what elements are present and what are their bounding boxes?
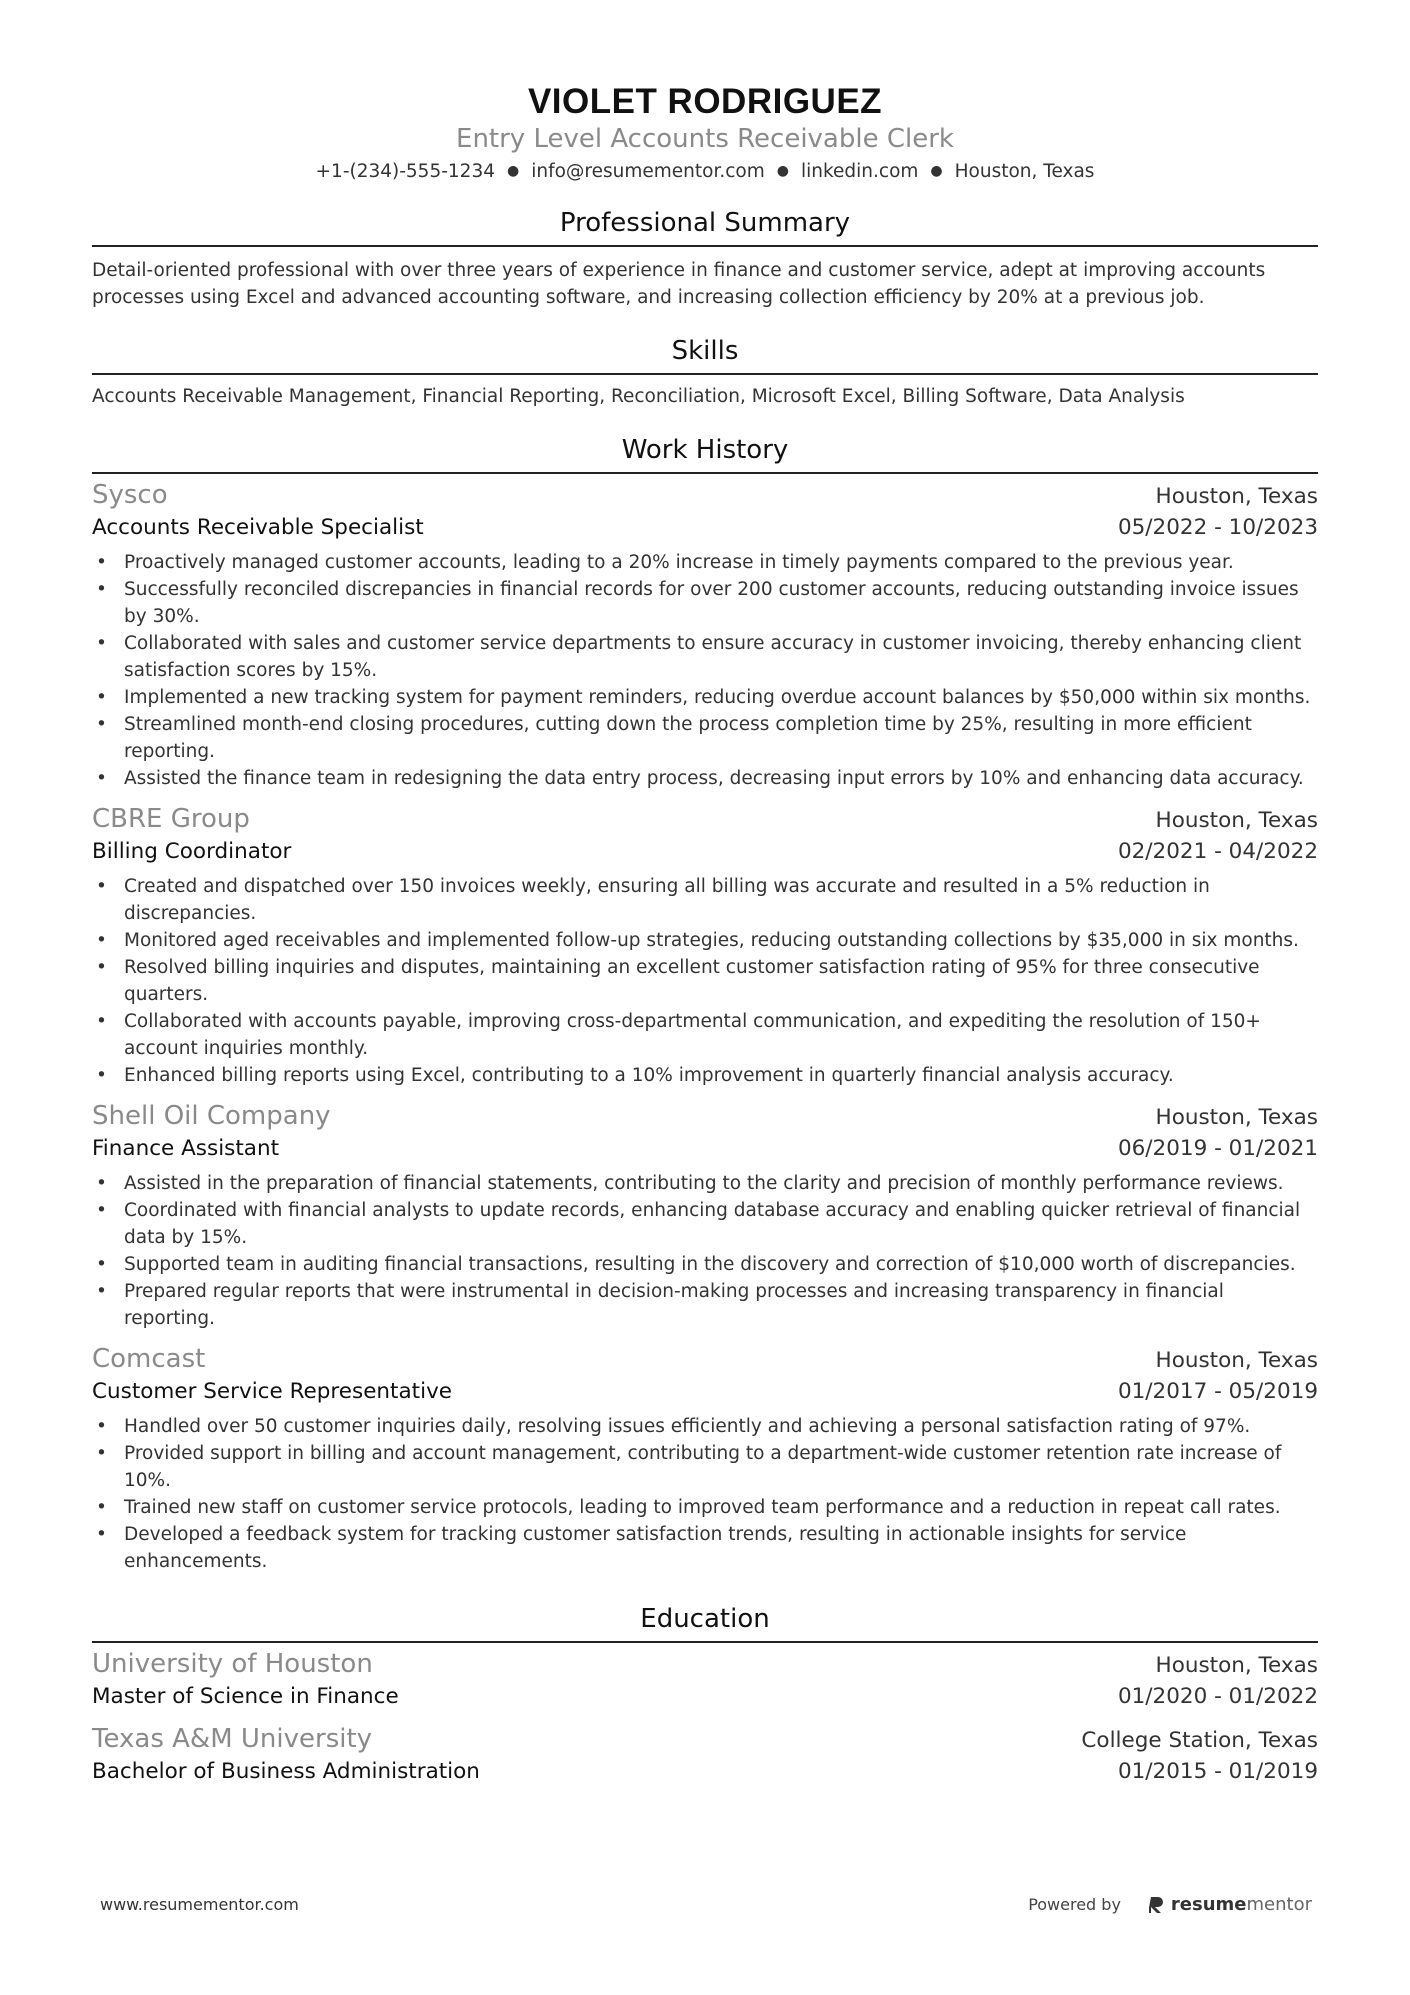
job-entry [92,1342,1318,1575]
job-title: Accounts Receivable Specialist [92,515,424,540]
job-dates: 02/2021 - 04/2022 [1117,839,1318,864]
list-item: • Provided support in billing and account management, contributing to a department-wide customer retention rate increase of 10%. [92,1440,1318,1494]
resume-page [92,0,1318,1787]
skills-text: Accounts Receivable Management, Financial Reporting, Reconciliation, Microsoft Excel, Billing Software, Data Analysis [92,386,1185,407]
summary-section [92,205,1318,311]
section-title: Education [92,1601,1318,1643]
candidate-headline: Entry Level Accounts Receivable Clerk [456,124,954,154]
list-item: • Supported team in auditing financial transactions, resulting in the discovery and correction of $10,000 worth of discrepancies. [92,1251,1318,1278]
job-location: Houston, Texas [1155,1348,1318,1373]
job-bullets [92,873,1318,1089]
list-item: • Prepared regular reports that were instrumental in decision-making processes and increasing transparency in financial reporting. [92,1278,1318,1332]
section-title: Skills [92,333,1318,375]
list-item: • Trained new staff on customer service protocols, leading to improved team performance and a reduction in repeat call rates. [92,1494,1318,1521]
job-location: Houston, Texas [1155,808,1318,833]
email: info@resumementor.com [531,161,765,182]
job-location: Houston, Texas [1155,1105,1318,1130]
summary-text: Detail-oriented professional with over three years of experience in finance and customer service, adept at improving accounts processes using Excel and advanced accounting software, and increasing collection efficiency by 20% at a previous job. [92,260,1266,308]
resume-header [92,0,1318,187]
degree: Master of Science in Finance [92,1684,399,1709]
job-title: Finance Assistant [92,1136,280,1161]
brand-name-part1: resume [1170,1894,1247,1915]
list-item: • Assisted the finance team in redesigning the data entry process, decreasing input errors by 10% and enhancing data accuracy. [92,765,1318,792]
job-bullets [92,549,1318,792]
job-entry [92,1099,1318,1332]
separator-dot: ● [930,163,943,179]
job-entry [92,478,1318,792]
school-name: University of Houston [92,1649,373,1679]
list-item: • Developed a feedback system for tracking customer satisfaction trends, resulting in actionable insights for service enhancements. [92,1521,1318,1575]
list-item: • Collaborated with sales and customer service departments to ensure accuracy in customer invoicing, thereby enhancing client satisfaction scores by 15%. [92,630,1318,684]
footer-url-link[interactable]: www.resumementor.com [100,1895,299,1914]
brand-logo[interactable] [1149,1894,1312,1915]
footer-branding [1028,1894,1312,1915]
list-item: • Assisted in the preparation of financial statements, contributing to the clarity and precision of monthly performance reviews. [92,1170,1318,1197]
education-entry [92,1722,1318,1787]
school-location: Houston, Texas [1155,1653,1318,1678]
company-name: Shell Oil Company [92,1101,331,1131]
education-dates: 01/2015 - 01/2019 [1117,1759,1318,1784]
job-dates: 06/2019 - 01/2021 [1117,1136,1318,1161]
list-item: • Coordinated with financial analysts to update records, enhancing database accuracy and enabling quicker retrieval of financial data by 15%. [92,1197,1318,1251]
list-item: • Successfully reconciled discrepancies in financial records for over 200 customer accounts, reducing outstanding invoice issues by 30%. [92,576,1318,630]
degree: Bachelor of Business Administration [92,1759,480,1784]
company-name: Comcast [92,1344,206,1374]
location: Houston, Texas [954,161,1095,182]
company-name: Sysco [92,480,168,510]
skills-section [92,333,1318,410]
list-item: • Implemented a new tracking system for payment reminders, reducing overdue account balances by $50,000 within six months. [92,684,1318,711]
list-item: • Proactively managed customer accounts, leading to a 20% increase in timely payments compared to the previous year. [92,549,1318,576]
job-entry [92,802,1318,1089]
education-dates: 01/2020 - 01/2022 [1117,1684,1318,1709]
education-section [92,1601,1318,1787]
page-footer [100,1894,1312,1915]
education-entry [92,1647,1318,1712]
job-dates: 01/2017 - 05/2019 [1117,1379,1318,1404]
section-title: Professional Summary [92,205,1318,247]
resumementor-logo-icon [1149,1895,1165,1915]
school-location: College Station, Texas [1081,1728,1318,1753]
list-item: • Enhanced billing reports using Excel, contributing to a 10% improvement in quarterly financial analysis accuracy. [92,1062,1318,1089]
list-item: • Resolved billing inquiries and disputes, maintaining an excellent customer satisfaction rating of 95% for three consecutive quarters. [92,954,1318,1008]
job-bullets [92,1413,1318,1575]
powered-by-label: Powered by [1028,1895,1121,1914]
phone: +1-(234)-555-1234 [315,161,495,182]
company-name: CBRE Group [92,804,250,834]
linkedin: linkedin.com [800,161,919,182]
job-location: Houston, Texas [1155,484,1318,509]
job-title: Customer Service Representative [92,1379,453,1404]
list-item: • Monitored aged receivables and implemented follow-up strategies, reducing outstanding collections by $35,000 in six months. [92,927,1318,954]
list-item: • Created and dispatched over 150 invoices weekly, ensuring all billing was accurate and resulted in a 5% reduction in discrepancies. [92,873,1318,927]
work-history-section [92,432,1318,1575]
separator-dot: ● [776,163,789,179]
job-dates: 05/2022 - 10/2023 [1117,515,1318,540]
list-item: • Collaborated with accounts payable, improving cross-departmental communication, and expediting the resolution of 150+ account inquiries monthly. [92,1008,1318,1062]
job-bullets [92,1170,1318,1332]
separator-dot: ● [506,163,520,179]
candidate-name: VIOLET RODRIGUEZ [527,82,883,121]
brand-name-part2: mentor [1246,1894,1312,1915]
school-name: Texas A&M University [92,1724,373,1754]
contact-line [92,158,1318,187]
list-item: • Streamlined month-end closing procedures, cutting down the process completion time by 25%, resulting in more efficient reporting. [92,711,1318,765]
section-title: Work History [92,432,1318,474]
list-item: • Handled over 50 customer inquiries daily, resolving issues efficiently and achieving a personal satisfaction rating of 97%. [92,1413,1318,1440]
job-title: Billing Coordinator [92,839,292,864]
